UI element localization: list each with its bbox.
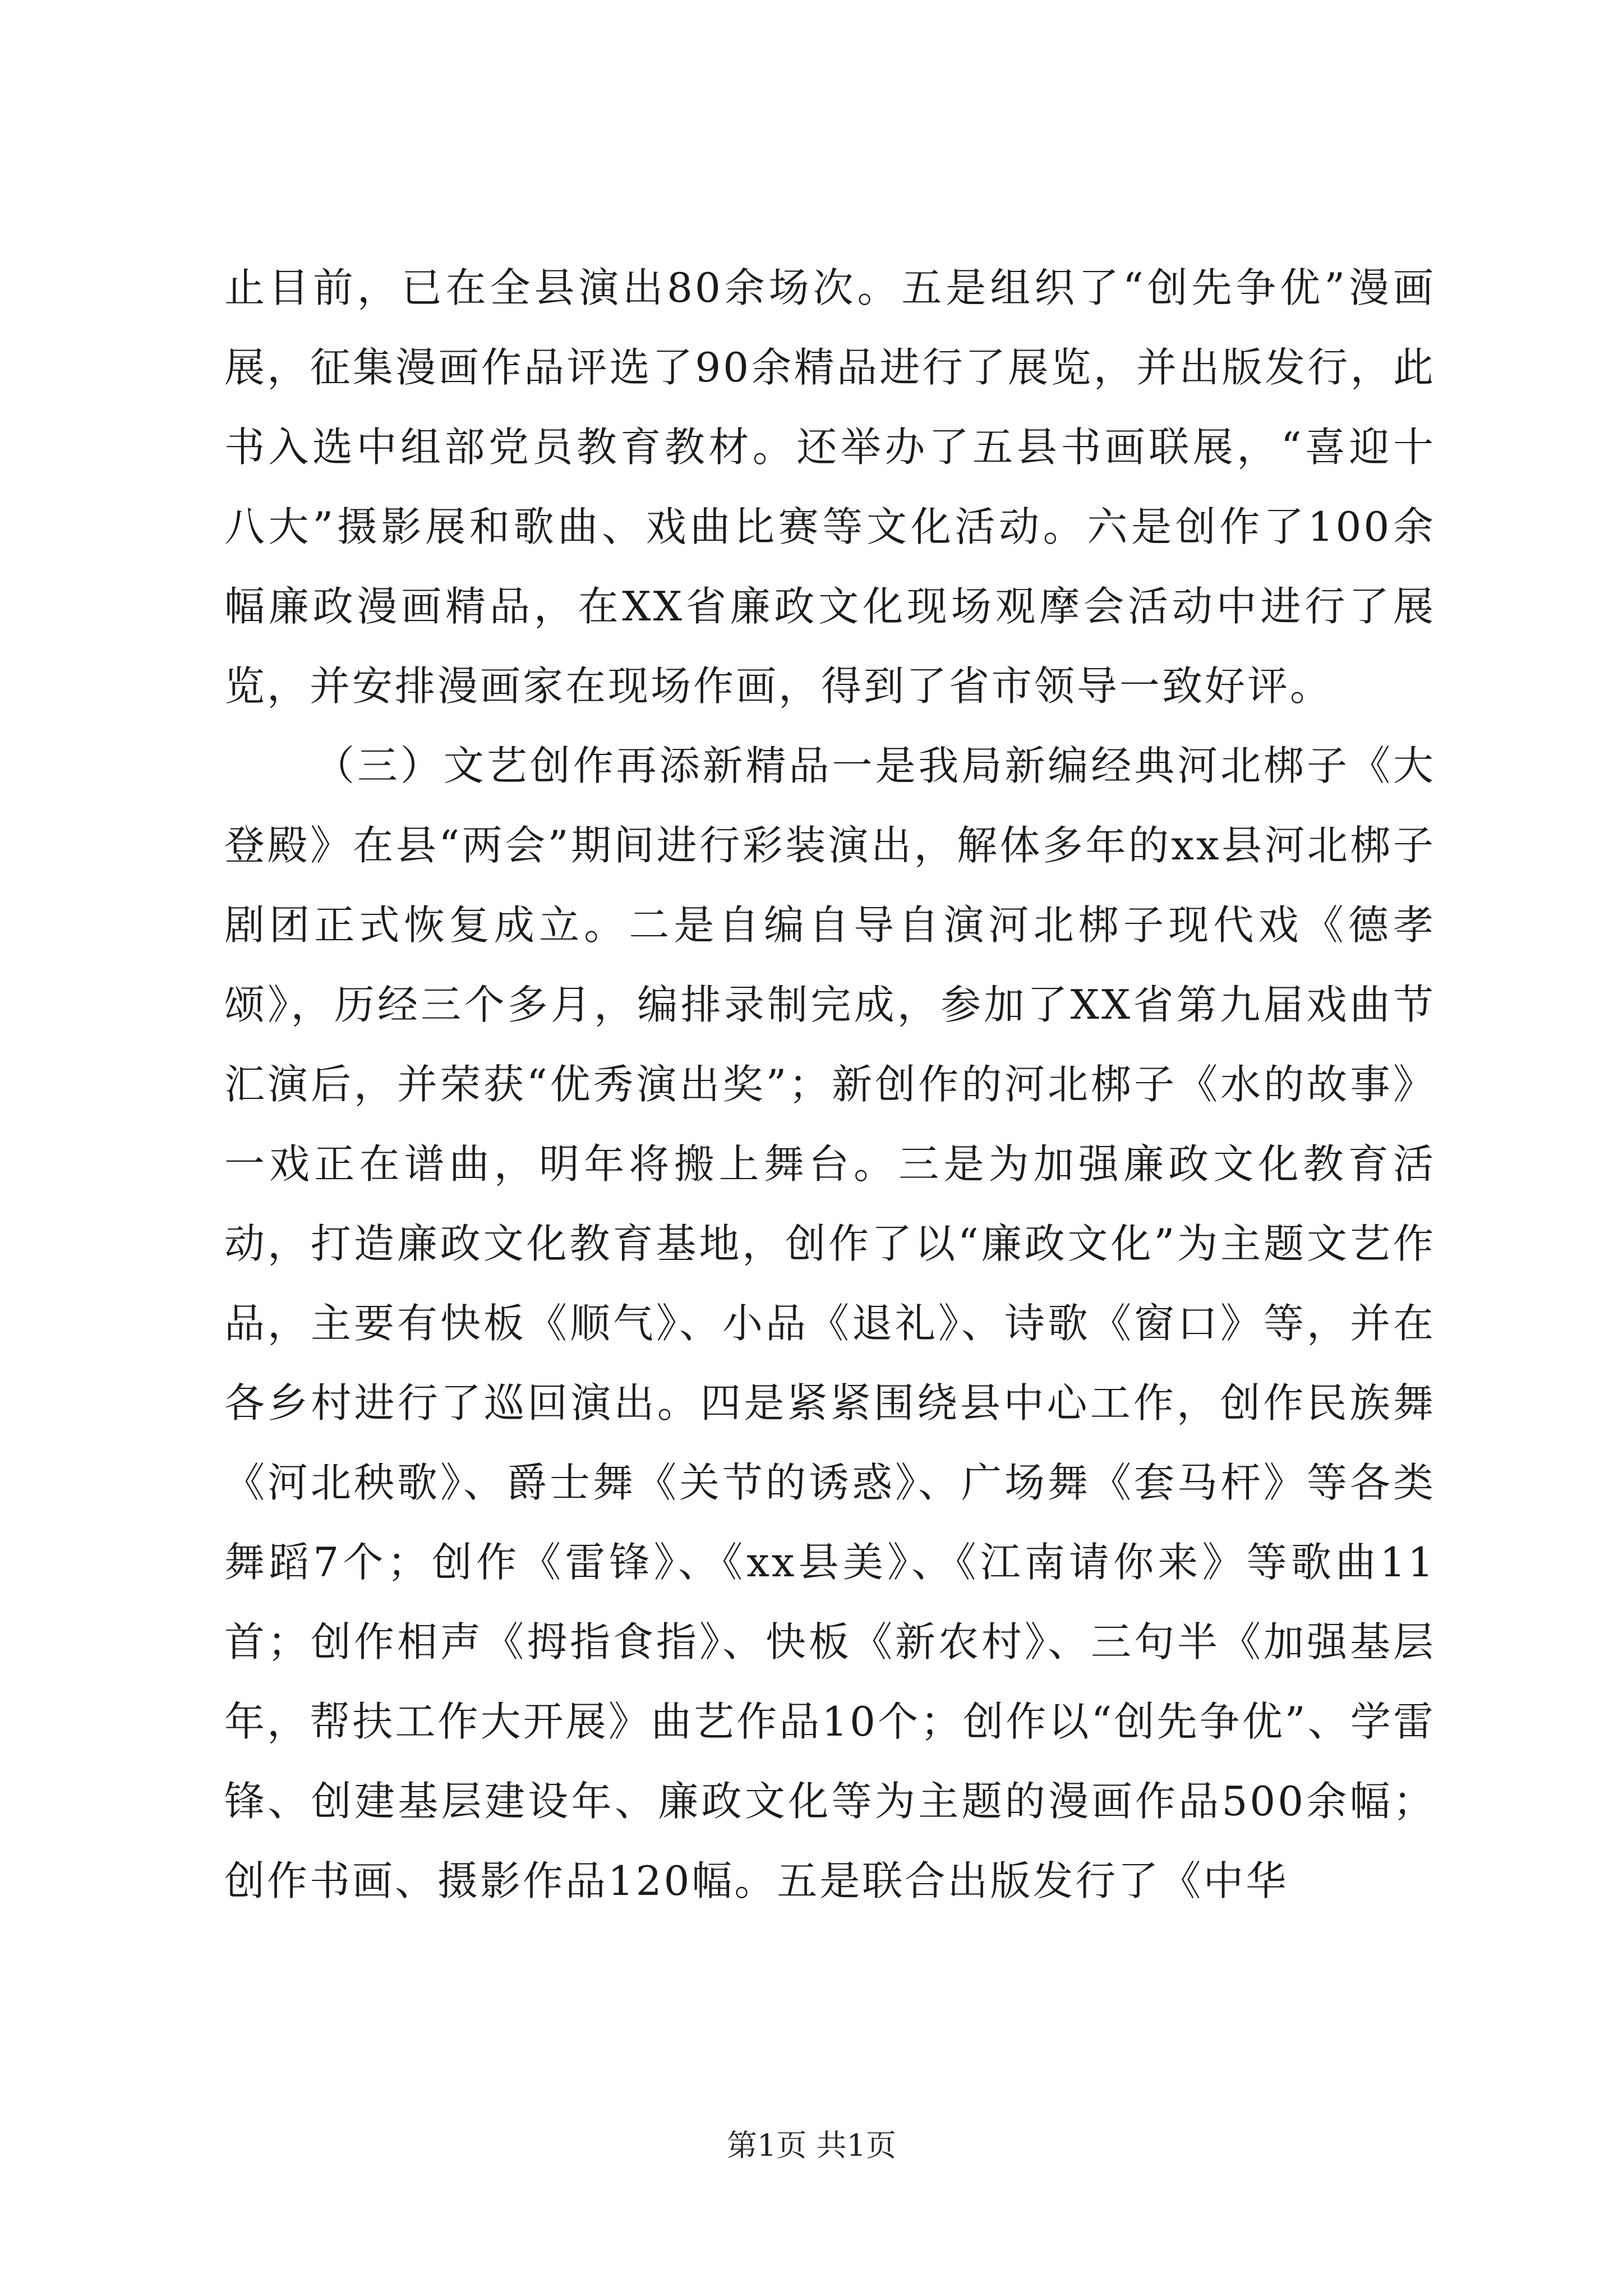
paragraph-1: 止目前，已在全县演出80余场次。五是组织了“创先争优”漫画展，征集漫画作品评选了90余精品进行了展览，并出版发行，此书入选中组部党员教育教材。还举办了五县书画联展，“喜迎十八大”摄影展和歌曲、戏曲比赛等文化活动。六是创作了100余幅廉政漫画精品，在XX省廉政文化现场观摩会活动中进行了展览，并安排漫画家在现场作画，得到了省市领导一致好评。 xyxy=(224,264,1436,710)
document-body xyxy=(224,248,1436,1921)
paragraph-2: （三）文艺创作再添新精品一是我局新编经典河北梆子《大登殿》在县“两会”期间进行彩装演出，解体多年的xx县河北梆子剧团正式恢复成立。二是自编自导自演河北梆子现代戏《德孝颂》，历经三个多月，编排录制完成，参加了XX省第九届戏曲节汇演后，并荣获“优秀演出奖”；新创作的河北梆子《水的故事》一戏正在谱曲，明年将搬上舞台。三是为加强廉政文化教育活动，打造廉政文化教育基地，创作了以“廉政文化”为主题文艺作品，主要有快板《顺气》、小品《退礼》、诗歌《窗口》等，并在各乡村进行了巡回演出。四是紧紧围绕县中心工作，创作民族舞《河北秧歌》、爵士舞《关节的诱惑》、广场舞《套马杆》等各类舞蹈7个；创作《雷锋》、《xx县美》、《江南请你来》等歌曲11首；创作相声《拇指食指》、快板《新农村》、三句半《加强基层年，帮扶工作大开展》曲艺作品10个；创作以“创先争优”、学雷锋、创建基层建设年、廉政文化等为主题的漫画作品500余幅；创作书画、摄影作品120幅。五是联合出版发行了《中华 xyxy=(224,742,1436,1904)
page-footer: 第1页 共1页 xyxy=(727,2128,896,2163)
